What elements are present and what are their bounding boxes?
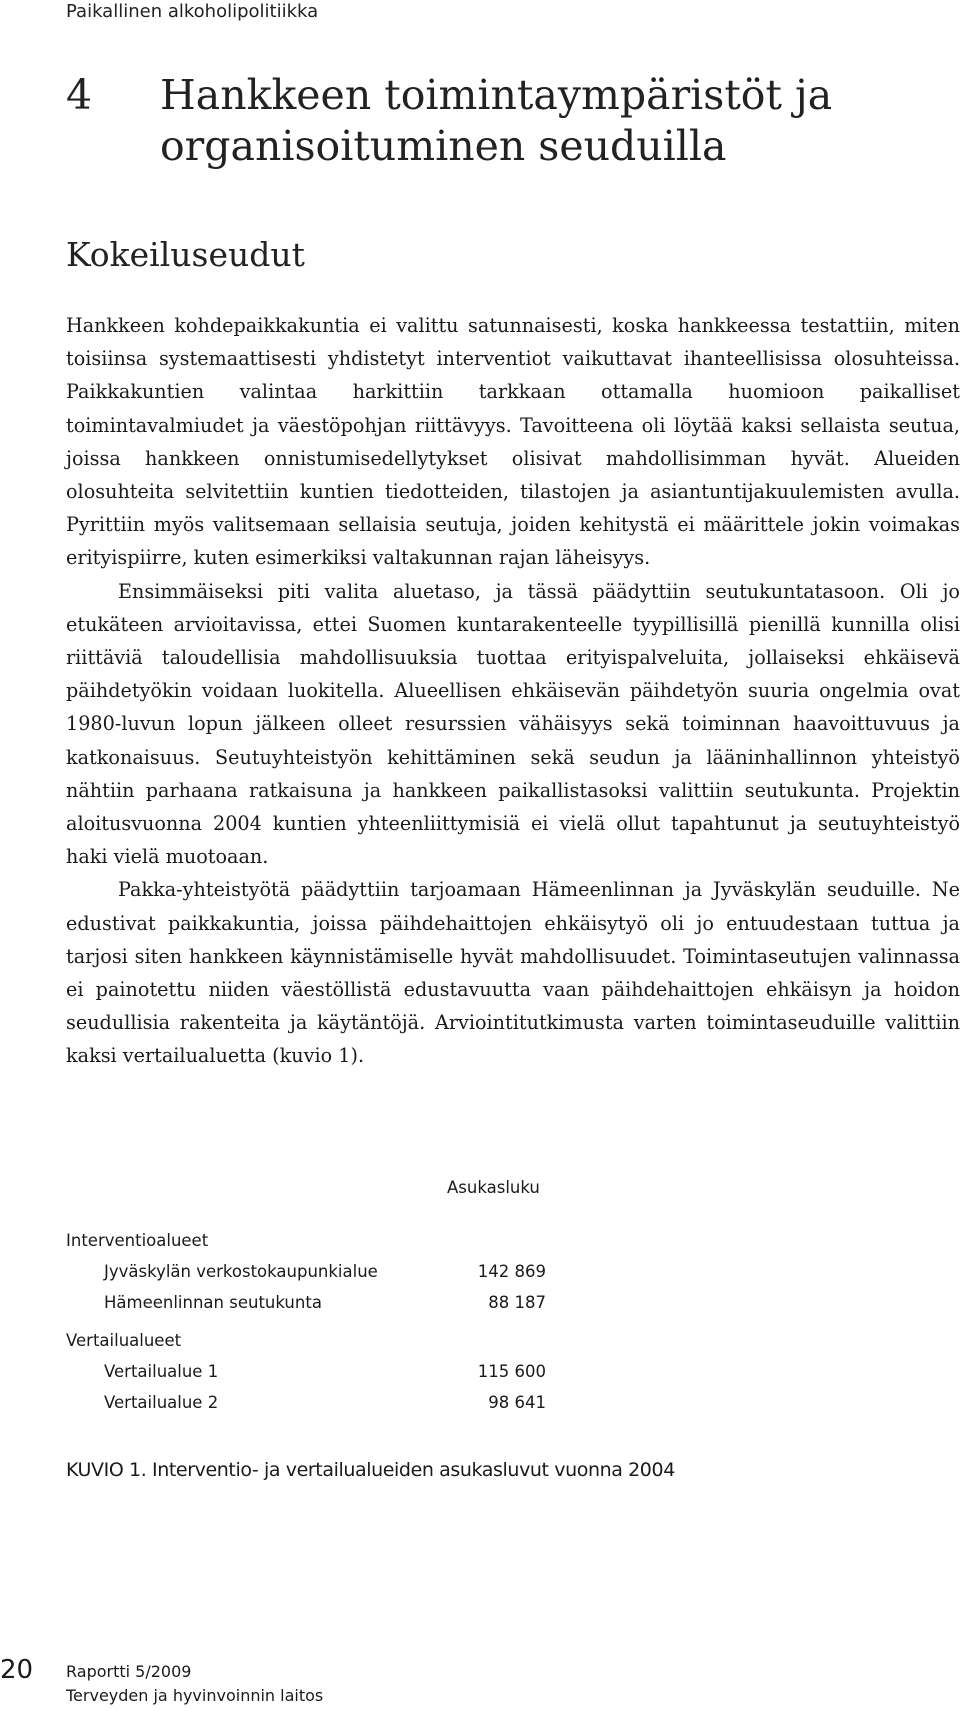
report-id: Raportti 5/2009 [66, 1662, 192, 1681]
paragraph-3: Pakka-yhteistyötä päädyttiin tarjoamaan Hämeenlinnan ja Jyväskylän seuduille. Ne edustivat paikkakuntia, joissa päihdehaittojen ehkäisytyö oli jo entuudestaan tuttua ja tarjosi siten hankkeen käynnistämiselle hyvät mahdollisuudet. Toimintaseutujen valinnassa ei painotettu niiden väestöllistä edustavuutta vaan päihdehaittojen ehkäisyn ja hoidon seudullisia rakenteita ja käytäntöjä. Arviointitutkimusta varten toimintaseuduille valittiin kaksi vertailualuetta (kuvio 1). [66, 878, 960, 1068]
column-header: Asukasluku [447, 1178, 540, 1197]
row-value: 98 641 [488, 1393, 546, 1412]
row-value: 88 187 [488, 1293, 546, 1312]
figure-caption: KUVIO 1. Interventio- ja vertailualueiden asukasluvut vuonna 2004 [66, 1459, 675, 1481]
publisher: Terveyden ja hyvinvoinnin laitos [66, 1686, 324, 1705]
section-title: Kokeiluseudut [66, 235, 305, 274]
group-title: Vertailualueet [66, 1331, 182, 1350]
table-row [66, 1356, 546, 1387]
group-comparison [66, 1326, 546, 1418]
table-row [66, 1256, 546, 1287]
running-head: Paikallinen alkoholipolitiikka [66, 1, 319, 22]
row-label: Hämeenlinnan seutukunta [104, 1293, 322, 1312]
paragraph-1: Hankkeen kohdepaikkakuntia ei valittu satunnaisesti, koska hankkeessa testattiin, miten toisiinsa systemaattisesti yhdistetyt interventiot vaikuttavat ihanteellisissa olosuhteissa. Paikkakuntien valintaa harkittiin tarkkaan ottamalla huomioon paikalliset toimintavalmiudet ja väestöpohjan riittävyys. Tavoitteena oli löytää kaksi sellaista seutua, joissa hankkeen onnistumisedellytykset olisivat mahdollisimman hyvät. Alueiden olosuhteita selvitettiin kuntien tiedotteiden, tilastojen ja asiantuntijakuulemisten avulla. Pyrittiin myös valitsemaan sellaisia seutuja, joiden kehitystä ei määrittele jokin voimakas erityispiirre, kuten esimerkiksi valtakunnan rajan läheisyys. [66, 314, 960, 570]
row-label: Vertailualue 2 [104, 1393, 219, 1412]
group-intervention [66, 1226, 546, 1318]
chapter-title: Hankkeen toimintaympäristöt ja organisoituminen seuduilla [160, 71, 833, 170]
table-row [66, 1387, 546, 1418]
row-label: Vertailualue 1 [104, 1362, 219, 1381]
table-row [66, 1287, 546, 1318]
chapter-number: 4 [66, 71, 93, 119]
row-value: 142 869 [477, 1262, 546, 1281]
row-label: Jyväskylän verkostokaupunkialue [104, 1262, 378, 1281]
row-value: 115 600 [477, 1362, 546, 1381]
body-text [66, 309, 960, 1073]
paragraph-2: Ensimmäiseksi piti valita aluetaso, ja tässä päädyttiin seutukuntatasoon. Oli jo etukäteen arvioitavissa, ettei Suomen kuntarakenteelle tyypillisillä pienillä kunnilla olisi riittäviä taloudellisia mahdollisuuksia tuottaa erityispalveluita, jollaiseksi ehkäisevä päihdetyökin voidaan luokitella. Alueellisen ehkäisevän päihdetyön suuria ongelmia ovat 1980-luvun lopun jälkeen olleet resurssien vähäisyys sekä toiminnan haavoittuvuus ja katkonaisuus. Seutuyhteistyön kehittäminen sekä seudun ja lääninhallinnon yhteistyö nähtiin parhaana ratkaisuna ja hankkeen paikallistasoksi valittiin seutukunta. Projektin aloitusvuonna 2004 kuntien yhteenliittymisiä ei vielä ollut tapahtunut ja seutuyhteistyö haki vielä muotoaan. [66, 579, 960, 869]
footer-report [66, 1660, 323, 1708]
page-number: 20 [0, 1655, 34, 1685]
group-title: Interventioalueet [66, 1231, 209, 1250]
